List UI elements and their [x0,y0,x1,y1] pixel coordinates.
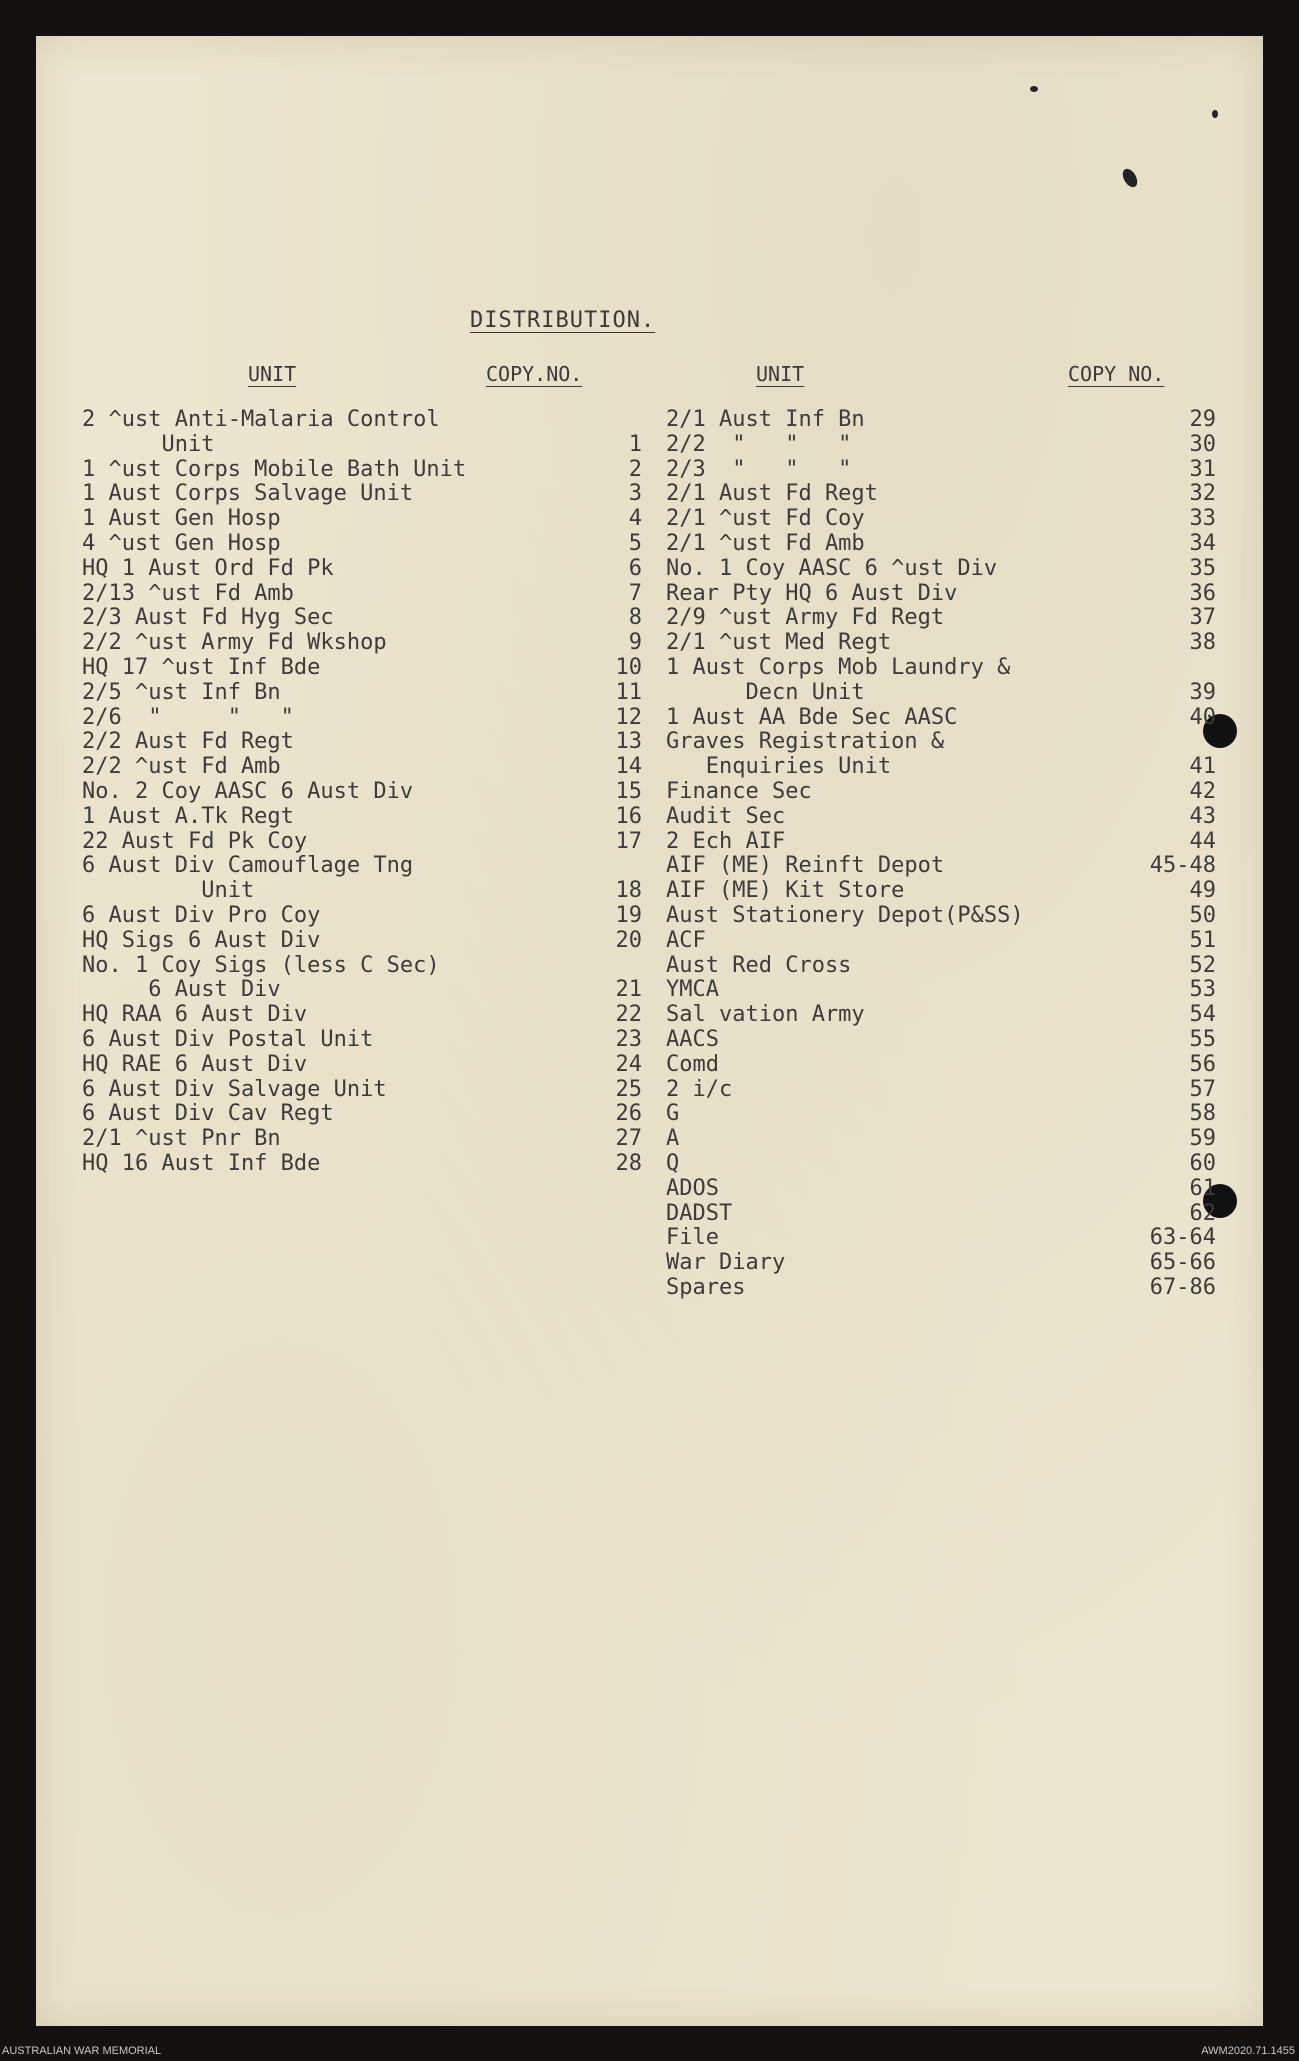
distribution-row [666,1003,1216,1028]
copy-number: 49 [1189,878,1216,904]
unit-name: 2/3 Aust Fd Hyg Sec [82,605,334,631]
unit-name: No. 1 Coy AASC 6 ^ust Div [666,555,998,581]
unit-name: 2/2 Aust Fd Regt [82,729,294,755]
distribution-row [82,954,642,979]
distribution-row [666,830,1216,855]
copy-number: 24 [615,1051,642,1077]
distribution-row [82,681,642,706]
unit-name: 2/1 ^ust Fd Coy [666,506,865,532]
unit-name: Decn Unit [666,679,865,705]
unit-name: ACF [666,927,706,953]
distribution-row [82,631,642,656]
unit-name: ADOS [666,1175,719,1201]
distribution-row [666,507,1216,532]
copy-number: 18 [615,878,642,904]
copy-number [582,854,642,879]
footer-right: AWM2020.71.1455 [1201,2045,1295,2057]
unit-name: HQ RAA 6 Aust Div [82,1002,308,1028]
distribution-row [82,1152,642,1177]
copy-number: 7 [628,580,642,606]
unit-name: Spares [666,1274,746,1300]
copy-number: 25 [615,1076,642,1102]
copy-number [1106,730,1216,755]
unit-name: 6 Aust Div Salvage Unit [82,1076,387,1102]
copy-number: 13 [615,729,642,755]
copy-number: 2 [628,456,642,482]
copy-number: 60 [1189,1150,1216,1176]
distribution-row [82,408,642,433]
copy-number: 6 [628,555,642,581]
distribution-row [666,929,1216,954]
copy-number: 1 [628,431,642,457]
copy-number: 43 [1189,803,1216,829]
distribution-row [666,1102,1216,1127]
unit-name: YMCA [666,977,719,1003]
unit-name: 6 Aust Div Postal Unit [82,1026,374,1052]
copy-number: 30 [1189,431,1216,457]
distribution-row [666,408,1216,433]
unit-name: 1 Aust A.Tk Regt [82,803,294,829]
copy-number: 9 [628,630,642,656]
distribution-row [666,1127,1216,1152]
distribution-row [666,954,1216,979]
copy-number: 41 [1189,754,1216,780]
unit-name: Graves Registration & [666,729,945,755]
distribution-row [666,1226,1216,1251]
distribution-row [666,854,1216,879]
distribution-row [82,706,642,731]
unit-name: Aust Red Cross [666,952,852,978]
distribution-row [82,532,642,557]
unit-name: Sal vation Army [666,1002,865,1028]
copy-number: 32 [1189,481,1216,507]
distribution-row [666,706,1216,731]
distribution-row [666,681,1216,706]
unit-name: 2/6 " " " [82,704,294,730]
copy-number: 62 [1189,1200,1216,1226]
unit-name: Audit Sec [666,803,786,829]
unit-name: Enquiries Unit [666,754,892,780]
copy-number: 33 [1189,506,1216,532]
copy-number: 61 [1189,1175,1216,1201]
distribution-row [666,582,1216,607]
distribution-row [82,482,642,507]
copy-number: 8 [628,605,642,631]
copy-number: 31 [1189,456,1216,482]
copy-number: 28 [615,1150,642,1176]
unit-name: Finance Sec [666,778,812,804]
copy-number: 59 [1189,1126,1216,1152]
header-unit-right: UNIT [756,362,805,386]
copy-number: 57 [1189,1076,1216,1102]
copy-number: 56 [1189,1051,1216,1077]
unit-name: HQ Sigs 6 Aust Div [82,927,321,953]
unit-name: AIF (ME) Kit Store [666,878,905,904]
distribution-row [666,1251,1216,1276]
copy-number: 45-48 [1149,853,1216,879]
distribution-row [82,830,642,855]
unit-name: 2/2 ^ust Fd Amb [82,754,281,780]
copy-number: 3 [628,481,642,507]
copy-number: 52 [1189,952,1216,978]
distribution-row [666,482,1216,507]
distribution-row [82,557,642,582]
unit-name: Q [666,1150,680,1176]
distribution-row [82,978,642,1003]
unit-name: 1 Aust AA Bde Sec AASC [666,704,958,730]
copy-number: 54 [1189,1002,1216,1028]
distribution-row [666,978,1216,1003]
unit-name: 2/1 ^ust Fd Amb [666,530,865,556]
copy-number: 11 [615,679,642,705]
distribution-row [82,458,642,483]
distribution-row [82,879,642,904]
copy-number: 35 [1189,555,1216,581]
distribution-row [82,1102,642,1127]
copy-number: 53 [1189,977,1216,1003]
unit-name: Unit [82,878,255,904]
copy-number: 15 [615,778,642,804]
distribution-row [666,730,1216,755]
unit-name: 2 ^ust Anti-Malaria Control [82,407,440,432]
copy-number: 40 [1189,704,1216,730]
distribution-row [82,854,642,879]
unit-name: War Diary [666,1250,786,1276]
distribution-row [666,879,1216,904]
unit-name: DADST [666,1200,733,1226]
copy-number: 19 [615,902,642,928]
copy-number: 16 [615,803,642,829]
copy-number [582,954,642,979]
distribution-row [666,904,1216,929]
unit-name: HQ 17 ^ust Inf Bde [82,654,321,680]
distribution-row [666,557,1216,582]
distribution-row [82,606,642,631]
distribution-row [666,755,1216,780]
header-copy-right: COPY NO. [1068,362,1165,386]
unit-name: No. 1 Coy Sigs (less C Sec) [82,952,440,978]
unit-name: 2 i/c [666,1076,733,1102]
copy-number: 63-64 [1149,1225,1216,1251]
copy-number: 22 [615,1002,642,1028]
copy-number: 10 [615,654,642,680]
copy-number: 67-86 [1149,1274,1216,1300]
copy-number: 39 [1189,679,1216,705]
distribution-row [666,1177,1216,1202]
copy-number: 5 [628,530,642,556]
unit-name: AACS [666,1026,719,1052]
unit-name: 1 Aust Corps Mob Laundry & [666,654,1011,680]
distribution-row [82,780,642,805]
copy-number: 38 [1189,630,1216,656]
unit-name: 2/3 " " " [666,456,852,482]
left-distribution-list [82,408,642,1177]
unit-name: 22 Aust Fd Pk Coy [82,828,308,854]
copy-number: 58 [1189,1101,1216,1127]
copy-number: 4 [628,506,642,532]
distribution-row [82,755,642,780]
copy-number [582,408,642,433]
copy-number: 14 [615,754,642,780]
unit-name: 2/1 ^ust Pnr Bn [82,1126,281,1152]
copy-number [1106,656,1216,681]
unit-name: A [666,1126,680,1152]
unit-name: 2/13 ^ust Fd Amb [82,580,294,606]
unit-name: 6 Aust Div Pro Coy [82,902,321,928]
copy-number: 44 [1189,828,1216,854]
copy-number: 34 [1189,530,1216,556]
distribution-row [82,904,642,929]
copy-number: 51 [1189,927,1216,953]
copy-number: 26 [615,1101,642,1127]
unit-name: No. 2 Coy AASC 6 Aust Div [82,778,414,804]
distribution-row [82,1003,642,1028]
distribution-row [666,458,1216,483]
unit-name: HQ RAE 6 Aust Div [82,1051,308,1077]
footer-left: AUSTRALIAN WAR MEMORIAL [2,2045,162,2057]
copy-number: 12 [615,704,642,730]
distribution-row [82,805,642,830]
distribution-row [82,1053,642,1078]
unit-name: 2/2 ^ust Army Fd Wkshop [82,630,387,656]
distribution-row [666,433,1216,458]
unit-name: 1 ^ust Corps Mobile Bath Unit [82,456,467,482]
header-copy-left: COPY.NO. [486,362,583,386]
distribution-row [82,1078,642,1103]
distribution-row [666,1053,1216,1078]
ink-speck [1212,110,1218,118]
distribution-row [82,433,642,458]
unit-name: 1 Aust Corps Salvage Unit [82,481,414,507]
distribution-row [666,1028,1216,1053]
ink-speck [1030,86,1038,92]
header-unit-left: UNIT [248,362,297,386]
unit-name: 4 ^ust Gen Hosp [82,530,281,556]
copy-number: 55 [1189,1026,1216,1052]
distribution-row [666,1152,1216,1177]
distribution-row [666,631,1216,656]
distribution-row [666,532,1216,557]
unit-name: 6 Aust Div Camouflage Tng [82,853,414,879]
unit-name: 2/2 " " " [666,431,852,457]
copy-number: 36 [1189,580,1216,606]
distribution-row [82,1127,642,1152]
distribution-row [666,656,1216,681]
copy-number: 65-66 [1149,1250,1216,1276]
copy-number: 42 [1189,778,1216,804]
unit-name: HQ 16 Aust Inf Bde [82,1150,321,1176]
unit-name: 6 Aust Div Cav Regt [82,1101,334,1127]
distribution-row [666,805,1216,830]
copy-number: 27 [615,1126,642,1152]
unit-name: Rear Pty HQ 6 Aust Div [666,580,958,606]
copy-number: 21 [615,977,642,1003]
unit-name: AIF (ME) Reinft Depot [666,853,945,879]
unit-name: Unit [82,431,215,457]
unit-name: 2/1 Aust Inf Bn [666,407,865,432]
unit-name: 2/1 ^ust Med Regt [666,630,892,656]
distribution-row [666,1276,1216,1301]
copy-number: 37 [1189,605,1216,631]
unit-name: 2 Ech AIF [666,828,786,854]
unit-name: 2/9 ^ust Army Fd Regt [666,605,945,631]
distribution-row [666,1078,1216,1103]
distribution-row [82,929,642,954]
distribution-row [82,1028,642,1053]
distribution-row [666,1202,1216,1227]
unit-name: 6 Aust Div [82,977,281,1003]
unit-name: G [666,1101,680,1127]
unit-name: File [666,1225,719,1251]
copy-number: 17 [615,828,642,854]
distribution-row [82,582,642,607]
distribution-row [82,730,642,755]
unit-name: HQ 1 Aust Ord Fd Pk [82,555,334,581]
distribution-row [666,780,1216,805]
unit-name: 2/1 Aust Fd Regt [666,481,878,507]
distribution-row [666,606,1216,631]
copy-number: 23 [615,1026,642,1052]
document-title: DISTRIBUTION. [470,308,656,333]
copy-number: 29 [1189,407,1216,432]
unit-name: 1 Aust Gen Hosp [82,506,281,532]
copy-number: 50 [1189,902,1216,928]
unit-name: Comd [666,1051,719,1077]
right-distribution-list [666,408,1216,1301]
copy-number: 20 [615,927,642,953]
distribution-row [82,507,642,532]
distribution-row [82,656,642,681]
unit-name: Aust Stationery Depot(P&SS) [666,902,1024,928]
unit-name: 2/5 ^ust Inf Bn [82,679,281,705]
